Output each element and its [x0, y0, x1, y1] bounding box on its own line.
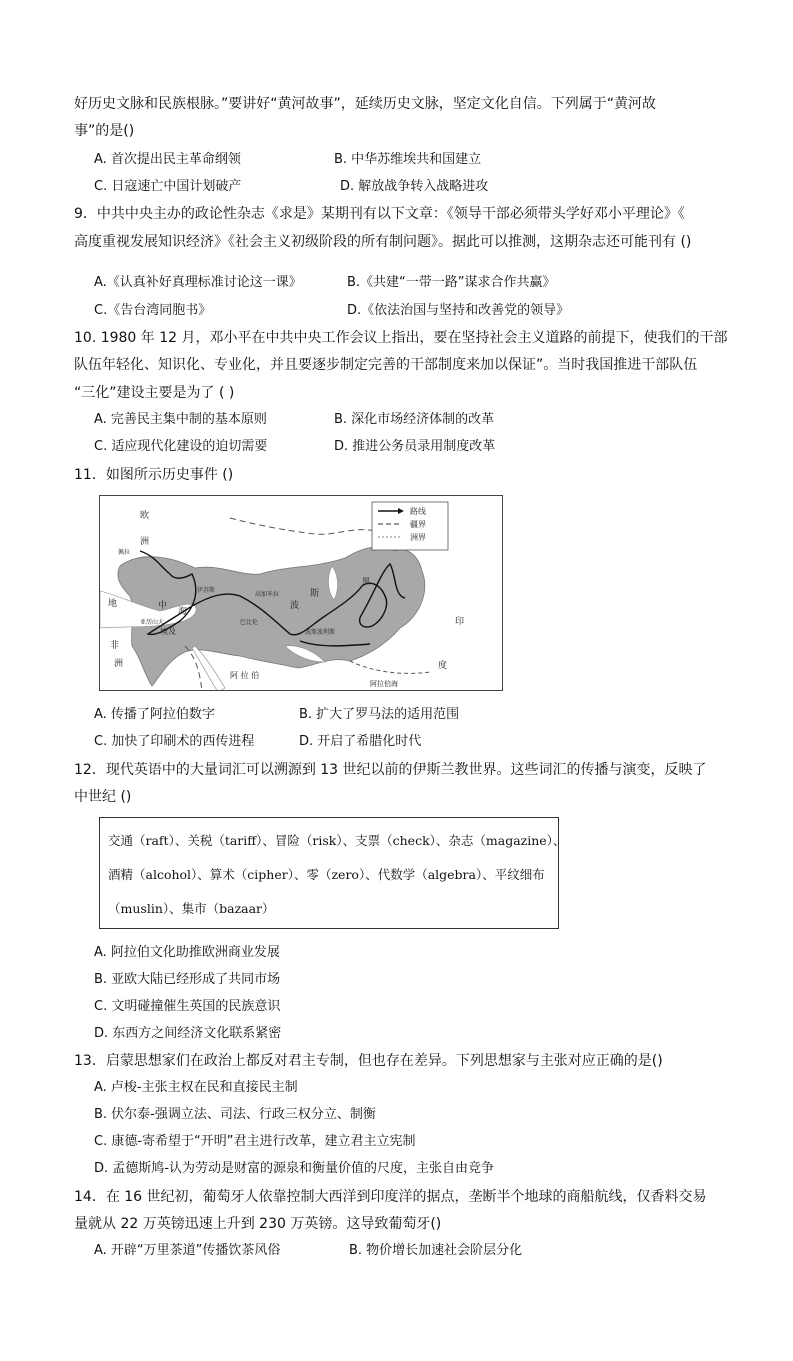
q9-stem-line1: 9．中共中央主办的政论性杂志《求是》某期刊有以下文章：《领导干部必须带头学好邓小平理论》《	[74, 206, 685, 222]
map-label-persepolis: 波斯波利斯	[305, 629, 336, 636]
map-label-egypt: 埃及	[160, 627, 176, 636]
map-label-europe: 欧	[140, 511, 150, 521]
q10-option-c[interactable]: C. 适应现代化建设的迫切需要	[94, 439, 268, 454]
map-label-arabia: 阿 拉 伯	[230, 671, 260, 680]
map-label-india-1: 印	[455, 617, 465, 627]
q10-option-b[interactable]: B. 深化市场经济体制的改革	[334, 412, 495, 427]
q10-stem-line2: 队伍年轻化、知识化、专业化，并且要逐步制定完善的干部制度来加以保证”。当时我国推进干部队伍	[74, 357, 698, 373]
vocabulary-row-3: （muslin）、集市（bazaar）	[108, 901, 275, 916]
map-label-europe-2: 洲	[140, 537, 150, 547]
map-label-africa-1: 非	[110, 641, 120, 651]
vocabulary-box	[99, 817, 566, 929]
q11-option-d[interactable]: D. 开启了希腊化时代	[299, 734, 422, 749]
q11-stem: 11．如图所示历史事件 ()	[74, 467, 234, 483]
q12-stem-line1: 12．现代英语中的大量词汇可以溯源到 13 世纪以前的伊斯兰教世界。这些词汇的传播与演变，反映了	[74, 762, 707, 778]
q13-option-b[interactable]: B. 伏尔泰-强调立法、司法、行政三权分立、制衡	[94, 1107, 376, 1122]
q12-option-c[interactable]: C. 文明碰撞催生英国的民族意识	[94, 999, 281, 1014]
q14-stem-line2: 量就从 22 万英镑迅速上升到 230 万英镑。这导致葡萄牙()	[74, 1216, 442, 1232]
q10-option-a[interactable]: A. 完善民主集中制的基本原则	[94, 412, 267, 427]
q8-option-c[interactable]: C. 日寇速亡中国计划破产	[94, 179, 242, 194]
map-label-persia-2: 斯	[310, 589, 320, 599]
q9-option-c[interactable]: C.《告台湾同胞书》	[94, 303, 212, 318]
q9-option-d[interactable]: D.《依法治国与坚持和改善党的领导》	[347, 303, 570, 318]
q14-option-a[interactable]: A. 开辟“万里茶道”传播饮茶风俗	[94, 1243, 281, 1258]
q8-option-b[interactable]: B. 中华苏维埃共和国建立	[334, 152, 482, 167]
legend-route-label: 路线	[410, 507, 426, 516]
map-label-pella: 佩拉	[118, 549, 131, 556]
q8-stem-line1: 好历史文脉和民族根脉。”要讲好“黄河故事”，延续历史文脉，坚定文化自信。下列属于“黄河故	[74, 96, 657, 112]
q9-option-a[interactable]: A.《认真补好真理标准讨论这一课》	[94, 275, 302, 290]
legend-continent-label: 洲界	[410, 533, 426, 542]
q10-option-d[interactable]: D. 推进公务员录用制度改革	[334, 439, 496, 454]
map-label-black: 黑	[362, 577, 370, 586]
q12-stem-line2: 中世纪 ()	[74, 789, 132, 805]
q12-option-b[interactable]: B. 亚欧大陆已经形成了共同市场	[94, 972, 281, 987]
q14-stem-line1: 14．在 16 世纪初，葡萄牙人依靠控制大西洋到印度洋的据点，垄断半个地球的商船航线，仅香料交易	[74, 1189, 707, 1205]
map-label-issus: 伊苏斯	[197, 587, 216, 594]
q8-option-d[interactable]: D. 解放战争转入战略进攻	[340, 179, 489, 194]
map-label-arabian-sea: 阿拉伯海	[370, 680, 398, 688]
q14-option-b[interactable]: B. 物价增长加速社会阶层分化	[349, 1243, 523, 1258]
q10-stem-line1: 10. 1980 年 12 月，邓小平在中共中央工作会议上指出，要在坚持社会主义道路的前提下，使我们的干部	[74, 330, 728, 346]
map-label-india-2: 度	[438, 661, 448, 671]
q11-option-a[interactable]: A. 传播了阿拉伯数字	[94, 707, 215, 722]
q10-stem-line3: “三化”建设主要是为了 ( )	[74, 385, 235, 401]
q9-option-b[interactable]: B.《共建“一带一路”谋求合作共赢》	[347, 275, 556, 290]
q8-option-a[interactable]: A. 首次提出民主革命纲领	[94, 152, 241, 167]
q13-option-a[interactable]: A. 卢梭-主张主权在民和直接民主制	[94, 1080, 298, 1095]
q11-option-b[interactable]: B. 扩大了罗马法的适用范围	[299, 707, 460, 722]
q13-option-d[interactable]: D. 孟德斯鸠-认为劳动是财富的源泉和衡量价值的尺度，主张自由竞争	[94, 1161, 494, 1176]
vocabulary-row-2: 酒精（alcohol）、算术（cipher）、零（zero）、代数学（algebra）、平纹细布	[108, 867, 545, 882]
historical-route-map	[99, 495, 503, 691]
map-label-babylon: 巴比伦	[240, 619, 259, 626]
vocabulary-row-1: 交通（raft）、关税（tariff）、冒险（risk）、支票（check）、杂志（magazine）、	[108, 833, 566, 848]
map-label-sea-3: 海	[178, 607, 188, 617]
map-label-persia-1: 波	[290, 601, 300, 611]
q12-option-d[interactable]: D. 东西方之间经济文化联系紧密	[94, 1026, 282, 1041]
map-label-sea-1: 地	[108, 599, 118, 609]
map-label-sea-2: 中	[158, 601, 168, 611]
legend-border-label: 疆界	[410, 520, 426, 529]
q8-stem-line2: 事”的是()	[74, 123, 135, 139]
q13-option-c[interactable]: C. 康德-寄希望于“开明”君主进行改革，建立君主立宪制	[94, 1134, 416, 1149]
q12-option-a[interactable]: A. 阿拉伯文化助推欧洲商业发展	[94, 945, 280, 960]
map-label-gaugamela: 高加米拉	[255, 591, 280, 598]
q11-option-c[interactable]: C. 加快了印刷术的西传进程	[94, 734, 255, 749]
q9-stem-line2: 高度重视发展知识经济》《社会主义初级阶段的所有制问题》。据此可以推测，这期杂志还可能刊有 ()	[74, 234, 692, 250]
map-label-africa-2: 洲	[114, 659, 124, 669]
q13-stem: 13．启蒙思想家们在政治上都反对君主专制，但也存在差异。下列思想家与主张对应正确的是()	[74, 1053, 663, 1069]
map-label-alexandria: 亚历山大	[140, 619, 165, 626]
